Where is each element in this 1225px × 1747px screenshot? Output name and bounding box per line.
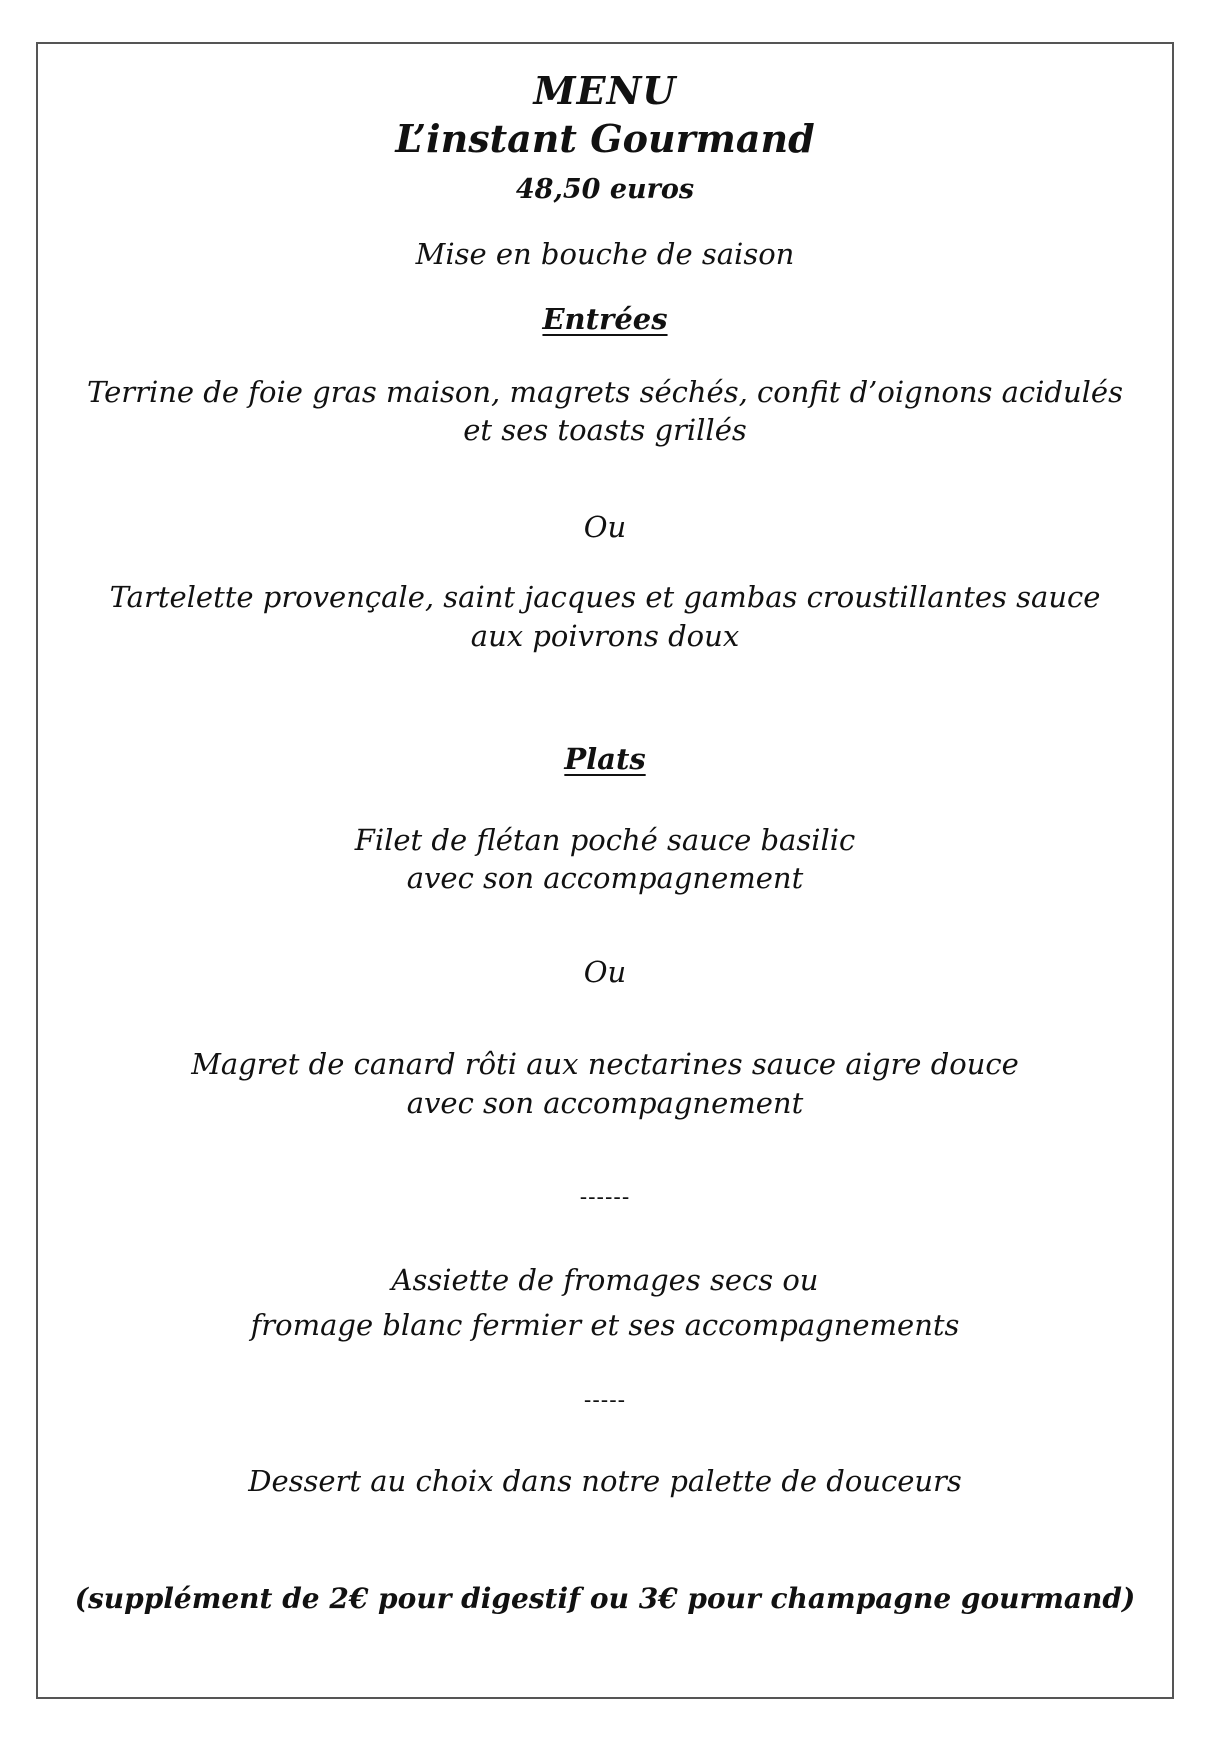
entrees-heading: Entrées: [542, 302, 668, 336]
separator-1: ------: [579, 1185, 631, 1210]
entree-option-1-line-2: et ses toasts grillés: [463, 413, 747, 447]
supplement-note: (supplément de 2€ pour digestif ou 3€ pour champagne gourmand): [74, 1582, 1136, 1615]
plats-heading: Plats: [564, 742, 646, 776]
plat-option-2-line-1: Magret de canard rôti aux nectarines sauce aigre douce: [191, 1047, 1019, 1081]
plat-option-2-line-2: avec son accompagnement: [406, 1086, 804, 1120]
plat-or: Ou: [583, 955, 627, 989]
entree-option-2-line-2: aux poivrons doux: [470, 619, 740, 653]
fromages-line-2: fromage blanc fermier et ses accompagnements: [250, 1308, 960, 1342]
dessert-line: Dessert au choix dans notre palette de douceurs: [248, 1464, 962, 1498]
menu-subtitle: L’instant Gourmand: [395, 116, 815, 161]
entree-or: Ou: [583, 510, 627, 544]
menu-title: MENU: [533, 68, 677, 113]
menu-price: 48,50 euros: [515, 174, 695, 205]
entree-option-1-line-1: Terrine de foie gras maison, magrets séchés, confit d’oignons acidulés: [87, 375, 1123, 409]
fromages-line-1: Assiette de fromages secs ou: [391, 1263, 819, 1297]
plat-option-1-line-1: Filet de flétan poché sauce basilic: [354, 823, 856, 857]
plat-option-1-line-2: avec son accompagnement: [406, 861, 804, 895]
amuse-bouche: Mise en bouche de saison: [415, 237, 795, 271]
separator-2: -----: [583, 1388, 627, 1413]
entree-option-2-line-1: Tartelette provençale, saint jacques et gambas croustillantes sauce: [109, 580, 1101, 614]
